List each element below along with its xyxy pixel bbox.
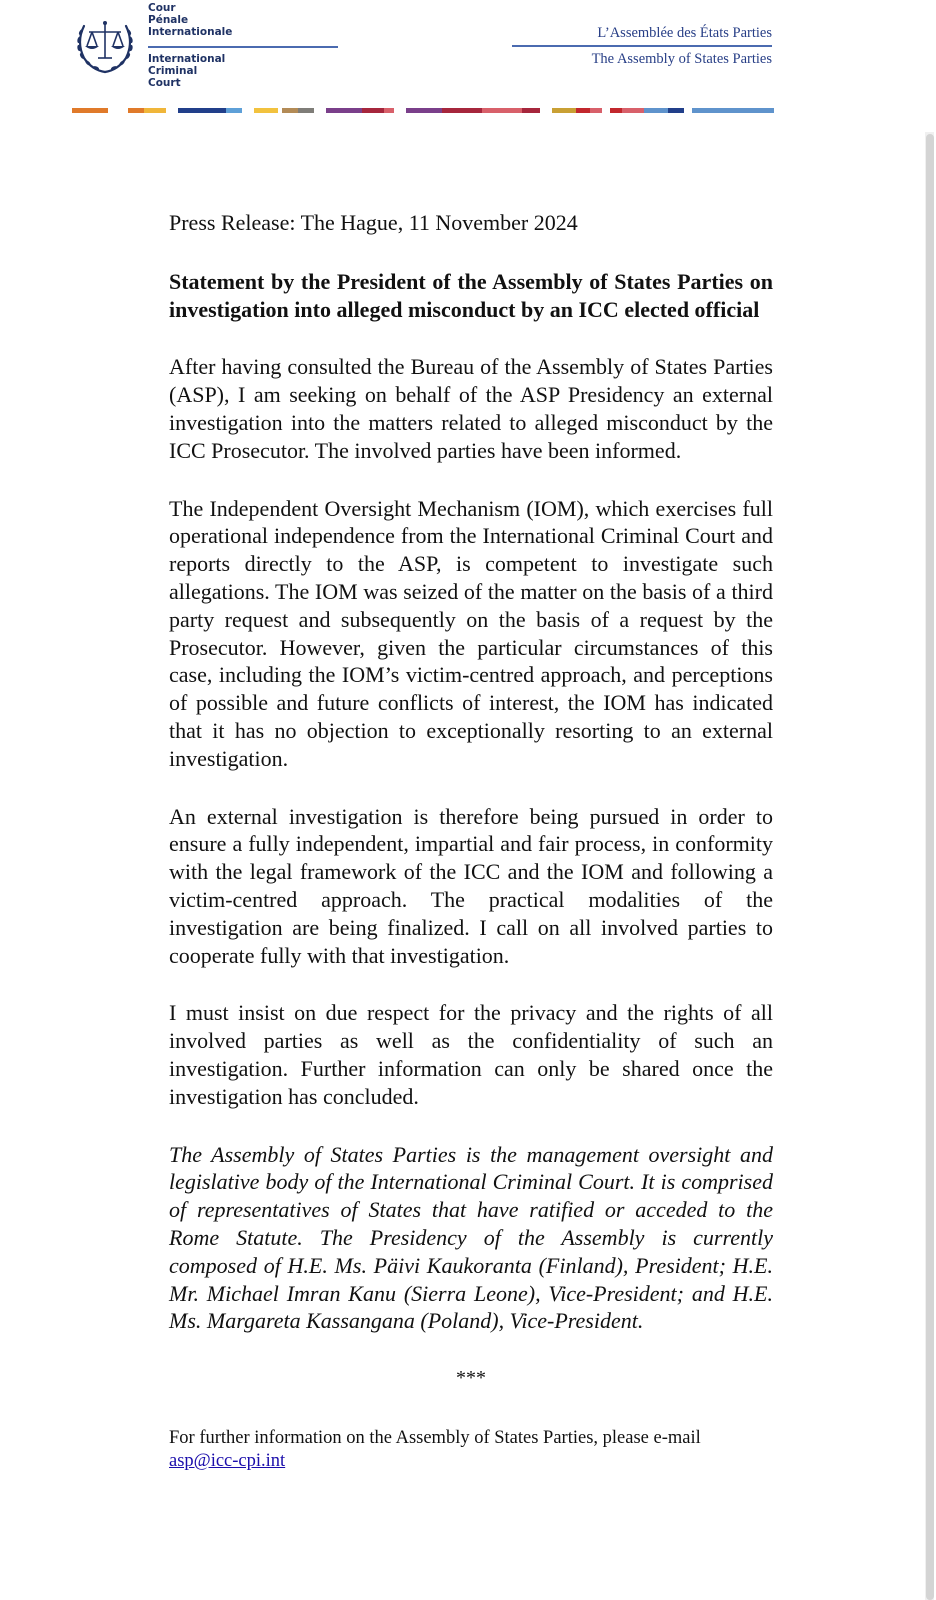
stripe-segment xyxy=(482,108,522,113)
assembly-name-french: L’Assemblée des États Parties xyxy=(597,25,772,41)
stripe-segment xyxy=(72,108,108,113)
logo-divider xyxy=(148,46,338,48)
press-release-body xyxy=(169,209,773,1473)
stripe-segment xyxy=(576,108,590,113)
contact-footer xyxy=(169,1427,773,1473)
section-separator: *** xyxy=(456,1367,486,1390)
stripe-segment xyxy=(668,108,684,113)
stripe-segment xyxy=(282,108,298,113)
assembly-name-english: The Assembly of States Parties xyxy=(591,50,772,67)
stripe-segment xyxy=(298,108,314,113)
scales-of-justice-laurel-icon xyxy=(72,12,138,78)
assembly-header xyxy=(512,24,772,69)
stripe-segment xyxy=(590,108,602,113)
stripe-segment xyxy=(326,108,362,113)
contact-footer-text: For further information on the Assembly of States Parties, please e-mail xyxy=(169,1427,701,1448)
stripe-segment xyxy=(226,108,242,113)
stripe-segment xyxy=(362,108,384,113)
logo-name-french: Cour Pénale Internationale xyxy=(148,2,233,38)
contact-email-link[interactable]: asp@icc-cpi.int xyxy=(169,1450,286,1471)
stripe-segment xyxy=(384,108,394,113)
stripe-segment xyxy=(144,108,166,113)
stripe-segment xyxy=(254,108,278,113)
stripe-segment xyxy=(610,108,622,113)
logo-name-english: International Criminal Court xyxy=(148,53,226,89)
stripe-segment xyxy=(128,108,144,113)
press-release-headline: Statement by the President of the Assembly of States Parties on investigation into alleged misconduct by an ICC elected official xyxy=(169,268,773,322)
stripe-segment xyxy=(692,108,774,113)
scrollbar-thumb[interactable] xyxy=(926,134,934,1600)
stripe-segment xyxy=(644,108,668,113)
stripe-segment xyxy=(522,108,540,113)
color-stripe-divider xyxy=(72,108,774,113)
stripe-segment xyxy=(552,108,576,113)
stripe-segment xyxy=(442,108,482,113)
icc-logo xyxy=(72,2,272,92)
body-paragraph: I must insist on due respect for the privacy and the rights of all involved parties as well as the confidentiality of such an investigation. Further information can only be shared once the investigation has concluded. xyxy=(169,1000,773,1109)
body-paragraph: The Independent Oversight Mechanism (IOM), which exercises full operational independence from the International Criminal Court and reports directly to the ASP, is competent to investigate such allegations. The IOM was seized of the matter on the basis of a third party request and subsequently on the basis of a request by the Prosecutor. However, given the particular circumstances of this case, including the IOM’s victim-centred approach, and perceptions of possible and future conflicts of interest, the IOM has indicated that it has no objection to exceptionally resorting to an external investigation. xyxy=(169,495,773,771)
stripe-segment xyxy=(406,108,442,113)
stripe-segment xyxy=(178,108,226,113)
assembly-header-divider xyxy=(512,45,772,47)
assembly-note: The Assembly of States Parties is the management oversight and legislative body of the International Criminal Court. It is comprised of representatives of States that have ratified or acceded to the Rome Statute. The Presidency of the Assembly is currently composed of H.E. Ms. Päivi Kaukoranta (Finland), President; H.E. Mr. Michael Imran Kanu (Sierra Leone), Vice-President; and H.E. Ms. Margareta Kassangana (Poland), Vice-President. xyxy=(169,1141,773,1334)
press-release-dateline: Press Release: The Hague, 11 November 2024 xyxy=(169,210,578,235)
stripe-segment xyxy=(622,108,644,113)
body-paragraph: After having consulted the Bureau of the Assembly of States Parties (ASP), I am seeking on behalf of the ASP Presidency an external investigation into the matters related to alleged misconduct by the ICC Prosecutor. The involved parties have been informed. xyxy=(169,354,773,463)
body-paragraph: An external investigation is therefore being pursued in order to ensure a fully independent, impartial and fair process, in conformity with the legal framework of the ICC and the IOM and following a victim-centred approach. The practical modalities of the investigation are being finalized. I call on all involved parties to cooperate fully with that investigation. xyxy=(169,803,773,968)
